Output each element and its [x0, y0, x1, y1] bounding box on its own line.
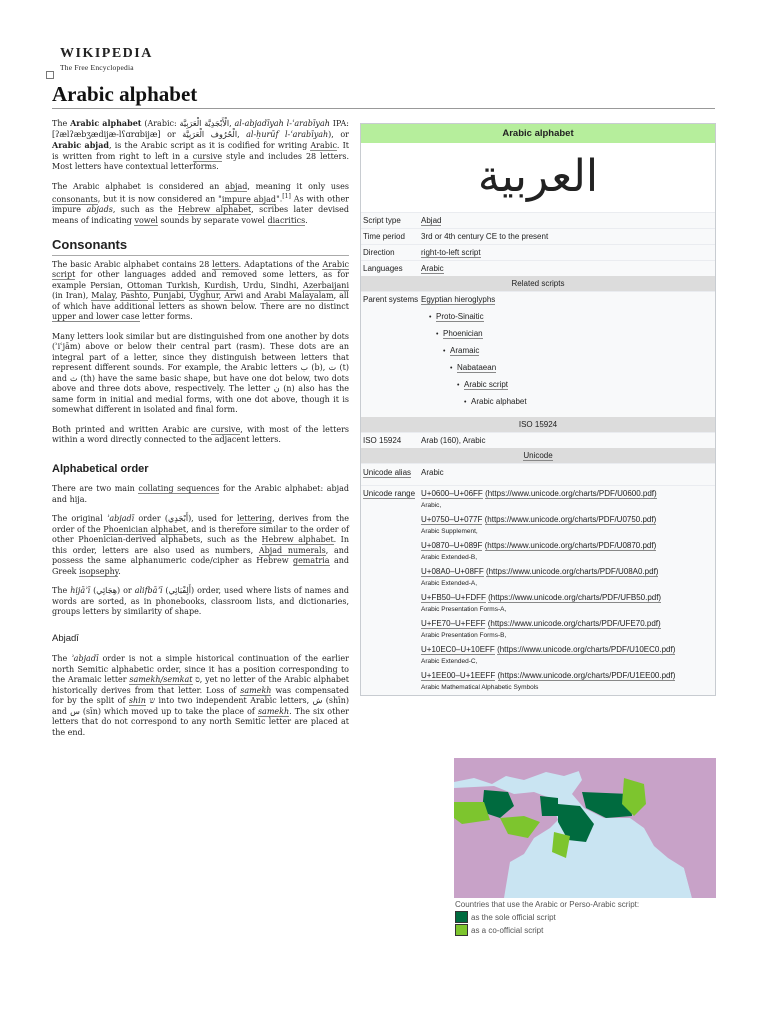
consonants-paragraph-1	[52, 260, 349, 323]
link-malay[interactable]: Malay	[91, 291, 115, 301]
infobox-row-link[interactable]: right-to-left script	[421, 248, 481, 257]
link-gematria[interactable]: gematria	[292, 556, 330, 566]
order-paragraph-3	[52, 586, 349, 618]
link-lettering[interactable]: lettering	[236, 514, 273, 524]
infobox-row-link[interactable]: Arabic	[421, 264, 444, 273]
text: The Arabic alphabet is considered an	[52, 181, 226, 191]
unicode-range-link[interactable]: U+0750–U+077F	[421, 515, 483, 524]
lineage-link[interactable]: Arabic script	[464, 380, 509, 389]
link-punjabi[interactable]: Punjabi	[153, 291, 184, 301]
legend-swatch-sole	[455, 911, 468, 923]
europe-landmass	[454, 758, 582, 784]
world-map-svg	[454, 758, 716, 898]
bold-term: Arabic alphabet	[70, 118, 142, 128]
arabic-text: الْأَبْجَدِيَّة الْعَرَبِيَّة	[179, 119, 230, 128]
text: was compensated for by the split of	[52, 685, 349, 706]
infobox-rows	[361, 212, 715, 276]
unicode-chart-url[interactable]: (https://www.unicode.org/charts/PDF/UFB50.pdf)	[488, 593, 662, 602]
unicode-block-name: Arabic Presentation Forms-B,	[421, 632, 507, 639]
link-pashto[interactable]: Pashto	[120, 291, 148, 301]
link-consonants[interactable]: consonants	[52, 194, 98, 204]
lineage-link[interactable]: Proto-Sinaitic	[436, 312, 484, 321]
infobox-row-value	[421, 248, 715, 257]
infobox-row-label: Script type	[363, 216, 401, 225]
text: and	[243, 291, 265, 301]
lineage-link[interactable]: Nabataean	[457, 363, 497, 372]
text: . The six other letters that do not correspond to any north Semitic letter are placed at the end.	[52, 706, 350, 737]
unicode-range-link[interactable]: U+08A0–U+08FF	[421, 567, 484, 576]
unicode-block-name: Arabic Extended-A,	[421, 580, 478, 587]
parent-systems-row	[361, 291, 715, 417]
unicode-chart-url[interactable]: (https://www.unicode.org/charts/PDF/U1EE00.pdf)	[497, 671, 676, 680]
order-paragraph-1	[52, 484, 349, 505]
section-heading-alphabetical-order: Alphabetical order	[52, 462, 149, 475]
unicode-chart-url[interactable]: (https://www.unicode.org/charts/PDF/U10EC0.pdf)	[497, 645, 676, 654]
script-usage-map[interactable]	[454, 758, 716, 898]
reference-1[interactable]: [1]	[282, 193, 291, 200]
legend-swatch-coofficial	[455, 924, 468, 936]
infobox-row	[361, 260, 715, 276]
text: (هِجَائِي) or	[90, 586, 135, 596]
link-letters[interactable]: letters	[212, 259, 239, 269]
text: ס, yet no letter of the Arabic alphabet historically derives from that letter. Loss of	[52, 675, 350, 695]
text: The basic Arabic alphabet contains 28	[52, 259, 213, 269]
horn-of-africa-region	[552, 832, 570, 858]
intro-paragraph-2	[52, 182, 349, 227]
lineage-current: Arabic alphabet	[471, 397, 527, 406]
link-phoenician-alphabet[interactable]: Phoenician alphabet	[103, 524, 187, 534]
infobox-row-link[interactable]: Abjad	[421, 216, 442, 225]
text: , meaning it only uses	[247, 181, 349, 191]
abjadi-paragraph	[52, 654, 349, 738]
text: , scribes later devised means of indicating	[52, 205, 349, 225]
egypt-region	[540, 796, 558, 816]
link-isopsephy[interactable]: isopsephy	[79, 566, 119, 576]
parent-systems-label: Parent systems	[363, 295, 419, 304]
order-paragraph-2	[52, 514, 349, 577]
iso-label: ISO 15924	[363, 436, 402, 445]
infobox-row	[361, 212, 715, 228]
lineage-item	[464, 397, 715, 406]
transliteration: al-ḥurūf l-ʿarabīyah	[246, 129, 329, 139]
text: . In this order, letters are also used as numbers,	[52, 535, 349, 555]
text: ,	[218, 291, 225, 301]
text: , is the Arabic script as it is codified for writing	[108, 141, 311, 150]
unicode-range-line	[421, 541, 715, 550]
link-arwi[interactable]: Arwi	[224, 291, 244, 301]
link-kurdish[interactable]: Kurdish	[204, 280, 237, 290]
subsection-heading-abjadi: Abjadī	[52, 632, 79, 644]
text: , derives from the order of the	[52, 514, 350, 534]
link-uyghur[interactable]: Uyghur	[189, 291, 219, 301]
infobox-row-value	[421, 264, 715, 273]
arabic-text: الْحُرُوف الْعَرَبِيَّة	[182, 129, 238, 139]
text: (in Iran),	[52, 291, 92, 301]
unicode-block-name: Arabic Extended-B,	[421, 554, 478, 561]
legend-label-sole: as the sole official script	[471, 912, 556, 922]
text: .	[305, 215, 308, 225]
unicode-alias-row	[361, 463, 715, 485]
consonants-paragraph-2: Many letters look similar but are distinguished from one another by dots (ʾiʿjām) above or below their central part (rasm). These dots are an integral part of a letter, since they distinguish between letters that represent different sounds. For example, the Arabic letters ب (b), ت (t) and ث (th) have the same basic shape, but have one dot below, two dots above and three dots above, respectively. The letter ن (n) also has the same form in initial and medial forms, with one dot above, though it is somewhat different in isolated and final form.	[52, 331, 350, 415]
text: The	[52, 119, 71, 128]
text: (أَلِفْبَائِي) order, used where lists of names and words are sorted, as in phonebooks, classroom lists, and dictionaries, groups letters by similarity of shape.	[52, 586, 350, 617]
page-title: Arabic alphabet	[52, 82, 198, 106]
link-vowel[interactable]: vowel	[134, 215, 158, 225]
infobox-title: Arabic alphabet	[361, 124, 715, 143]
unicode-block-name: Arabic Supplement,	[421, 528, 478, 535]
section-heading-consonants: Consonants	[52, 240, 349, 256]
unicode-range-line	[421, 593, 715, 602]
arabic-script-sample: العربية	[361, 143, 715, 212]
unicode-range-line	[421, 489, 715, 498]
text: , but it is now considered an "	[97, 194, 222, 204]
link-unicode-range[interactable]: Unicode range	[363, 489, 416, 498]
legend-item-coofficial	[455, 924, 639, 936]
legend-label-coofficial: as a co-official script	[471, 925, 544, 935]
wikipedia-logo[interactable]	[60, 46, 153, 72]
text: ), or	[328, 129, 349, 139]
italic-term: abjads	[86, 205, 113, 215]
italic-term: alifbāʾī	[134, 586, 163, 596]
unicode-range-link[interactable]: U+10EC0–U+10EFF	[421, 645, 495, 654]
text: order is not a simple historical continuation of the earlier north Semitic alphabetic order, since it has a position corresponding to the Aramaic letter	[52, 654, 349, 685]
text: order (أَبْجَدِي), used for	[134, 514, 237, 524]
text: , and possess the same alphanumeric code/cipher as Hebrew	[52, 545, 349, 566]
unicode-alias-value: Arabic	[421, 468, 444, 477]
lineage-item	[450, 363, 715, 372]
title-divider	[52, 108, 715, 109]
text: . It is written from right to left in a	[52, 141, 350, 161]
infobox-row-value: 3rd or 4th century CE to the present	[421, 232, 549, 241]
unicode-chart-url[interactable]: (https://www.unicode.org/charts/PDF/U08A0.pdf)	[485, 567, 659, 576]
text: and Greek	[52, 556, 349, 576]
lineage-item	[436, 329, 715, 338]
italic-term: hijāʾī	[70, 586, 91, 596]
link-upper-lower-case[interactable]: upper and lower case	[52, 312, 140, 322]
infobox-row	[361, 228, 715, 244]
text: ,	[115, 291, 121, 301]
text: sounds by separate vowel	[157, 215, 268, 225]
lineage-link[interactable]: Phoenician	[443, 329, 483, 338]
infobox-row-value	[421, 216, 715, 225]
unicode-chart-url[interactable]: (https://www.unicode.org/charts/PDF/U0600.pdf)	[485, 489, 657, 498]
related-scripts-heading: Related scripts	[361, 276, 715, 291]
unicode-range-line	[421, 671, 715, 680]
link-cursive[interactable]: cursive	[210, 424, 241, 434]
link-arabi-malayalam[interactable]: Arabi Malayalam	[264, 291, 334, 301]
link-arabic-script[interactable]: Arabic script	[52, 259, 349, 280]
text: ש into two independent Arabic letters, ش (shīn) and س (sīn) which moved up to take the place of	[52, 696, 350, 716]
italic-term: ʾabjadī	[71, 654, 99, 664]
text: style and includes 28 letters. Most letters have contextual letterforms.	[52, 151, 350, 171]
unicode-alias-label	[361, 468, 421, 477]
infobox	[360, 123, 716, 696]
link-shin[interactable]: shin	[128, 696, 146, 706]
text: ,	[183, 291, 190, 301]
text: Both printed and written Arabic are	[52, 424, 211, 434]
unicode-range-link[interactable]: U+0600–U+06FF	[421, 489, 483, 498]
infobox-row-label: Languages	[363, 264, 403, 273]
unicode-range-row	[361, 485, 715, 695]
link-diacritics[interactable]: diacritics	[267, 215, 306, 225]
link-egyptian-hieroglyphs[interactable]: Egyptian hieroglyphs	[421, 295, 496, 304]
text: ".	[276, 194, 283, 204]
link-samekh[interactable]: samekh	[257, 706, 290, 716]
text: .	[118, 566, 121, 576]
text: As with other impure	[52, 194, 350, 215]
text: for other languages added and removed some letters, as for example Persian,	[52, 270, 349, 290]
text: letter forms.	[139, 312, 193, 322]
unicode-range-link[interactable]: U+0870–U+089F	[421, 541, 483, 550]
link-abjad-numerals[interactable]: Abjad numerals	[258, 545, 326, 555]
lineage-item	[429, 312, 715, 321]
unicode-range-link[interactable]: U+FB50–U+FDFF	[421, 593, 486, 602]
lineage-link[interactable]: Aramaic	[450, 346, 480, 355]
link-samekh[interactable]: samekh	[240, 685, 272, 695]
text: ,	[237, 129, 247, 139]
wikipedia-wordmark: WIKIPEDIA	[60, 46, 153, 61]
text: (Arabic:	[141, 119, 180, 128]
unicode-range-line	[421, 515, 715, 524]
link-samekh[interactable]: samekh/semkat	[129, 675, 193, 685]
unicode-chart-url[interactable]: (https://www.unicode.org/charts/PDF/U0870.pdf)	[484, 541, 657, 550]
map-caption	[455, 899, 639, 936]
unicode-heading	[361, 448, 715, 463]
unicode-block-name: Arabic Extended-C,	[421, 658, 478, 665]
intro-paragraph-1	[52, 118, 349, 173]
unicode-chart-url[interactable]: (https://www.unicode.org/charts/PDF/UFE70.pdf)	[487, 619, 661, 628]
link-hebrew-alphabet[interactable]: Hebrew alphabet	[178, 205, 252, 215]
unicode-block-name: Arabic Mathematical Alphabetic Symbols	[421, 684, 539, 691]
link-impure-abjad[interactable]: impure abjad	[221, 194, 277, 204]
unicode-range-link[interactable]: U+FE70–U+FEFF	[421, 619, 486, 628]
text: , and is therefore similar to the order of other Phoenician-derived alphabets, such as the	[52, 524, 350, 545]
infobox-row	[361, 244, 715, 260]
link-ottoman-turkish[interactable]: Ottoman Turkish	[127, 280, 198, 290]
unicode-chart-url[interactable]: (https://www.unicode.org/charts/PDF/U0750.pdf)	[484, 515, 657, 524]
text: . Adaptations of the	[238, 259, 323, 269]
text: The	[52, 654, 72, 664]
text: ,	[229, 119, 235, 128]
unicode-range-line	[421, 645, 715, 654]
link-cursive[interactable]: cursive	[192, 151, 223, 161]
script-lineage	[421, 312, 715, 406]
west-africa-region	[454, 802, 490, 824]
unicode-range-line	[421, 619, 715, 628]
text: , such as the	[112, 205, 179, 215]
link-arabic[interactable]: Arabic	[310, 141, 337, 150]
iso-row	[361, 432, 715, 448]
text: IPA: [ʔælʔæbʒædijæ‑lʕɑrɑbijæ] or	[52, 119, 350, 139]
link-unicode[interactable]: Unicode	[523, 451, 553, 460]
italic-term: ʾabjadī	[106, 514, 135, 524]
parent-systems-tree	[421, 295, 715, 414]
link-collating-sequences[interactable]: collating sequences	[138, 484, 220, 494]
unicode-range-link[interactable]: U+1EE00–U+1EEFF	[421, 671, 496, 680]
infobox-row-label: Direction	[363, 248, 395, 257]
link-unicode-alias[interactable]: Unicode alias	[363, 468, 412, 477]
bold-term: Arabic abjad	[52, 140, 109, 150]
text: , with most of the letters within a word directly connected to the adjacent letters.	[52, 424, 349, 445]
article-body	[52, 118, 349, 747]
unicode-range-list	[421, 489, 715, 691]
consonants-paragraph-3	[52, 425, 349, 446]
text: The	[52, 586, 71, 596]
text: ,	[197, 280, 205, 290]
iso-value: Arab (160), Arabic	[421, 436, 486, 445]
lineage-item	[443, 346, 715, 355]
menu-icon[interactable]	[46, 71, 54, 79]
text: for the Arabic alphabet: abjad and hija.	[52, 484, 349, 504]
text: The original	[52, 514, 107, 524]
link-abjad[interactable]: abjad	[225, 181, 248, 191]
transliteration: al-abjadīyah l-ʿarabīyah	[234, 119, 330, 128]
legend-item-sole	[455, 911, 639, 923]
wikipedia-tagline: The Free Encyclopedia	[60, 63, 134, 72]
map-caption-text: Countries that use the Arabic or Perso-Arabic script:	[455, 900, 640, 909]
link-hebrew-alphabet[interactable]: Hebrew alphabet	[261, 535, 334, 545]
iso-heading: ISO 15924	[361, 417, 715, 432]
text: There are two main	[52, 484, 139, 494]
unicode-block-name: Arabic,	[421, 502, 442, 509]
link-azerbaijani[interactable]: Azerbaijani	[303, 280, 350, 290]
text: , all of which have additional letters as shown below. There are no distinct	[52, 291, 349, 311]
unicode-block-name: Arabic Presentation Forms-A,	[421, 606, 507, 613]
infobox-row-label: Time period	[363, 232, 405, 241]
unicode-range-line	[421, 567, 715, 576]
text: , Urdu, Sindhi,	[236, 280, 304, 290]
text: ,	[147, 291, 154, 301]
unicode-range-label	[361, 489, 421, 691]
lineage-item	[457, 380, 715, 389]
